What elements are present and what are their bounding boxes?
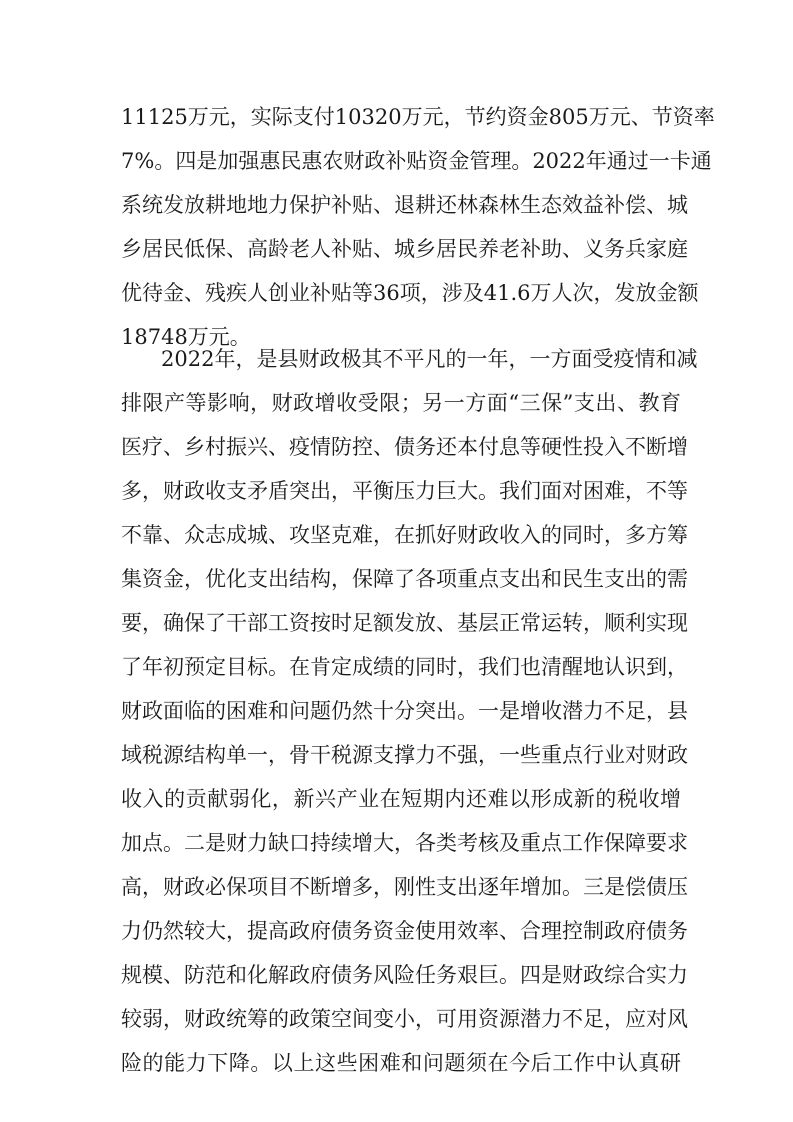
body-text-line: 7%。四是加强惠民惠农财政补贴资金管理。2022年通过一卡通 xyxy=(121,149,712,173)
body-text-line: 18748万元。 xyxy=(121,325,251,349)
body-text-line: 11125万元，实际支付10320万元，节约资金805万元、节资率 xyxy=(121,105,715,129)
body-text-line: 系统发放耕地地力保护补贴、退耕还林森林生态效益补偿、城 xyxy=(121,193,688,217)
body-text-line: 了年初预定目标。在肯定成绩的同时，我们也清醒地认识到， xyxy=(121,655,688,679)
body-text-line: 医疗、乡村振兴、疫情防控、债务还本付息等硬性投入不断增 xyxy=(121,435,688,459)
body-text-line: 高，财政必保项目不断增多，刚性支出逐年增加。三是偿债压 xyxy=(121,875,688,899)
body-text-line: 排限产等影响，财政增收受限；另一方面“三保”支出、教育 xyxy=(121,391,681,415)
body-text-line: 较弱，财政统筹的政策空间变小，可用资源潜力不足，应对风 xyxy=(121,1007,688,1031)
body-text-line: 域税源结构单一，骨干税源支撑力不强，一些重点行业对财政 xyxy=(121,743,688,767)
body-text-line: 力仍然较大，提高政府债务资金使用效率、合理控制政府债务 xyxy=(121,919,688,943)
body-text-line: 乡居民低保、高龄老人补贴、城乡居民养老补助、义务兵家庭 xyxy=(121,237,688,261)
body-text-line: 收入的贡献弱化，新兴产业在短期内还难以形成新的税收增 xyxy=(121,787,681,811)
body-text-line: 不靠、众志成城、攻坚克难，在抓好财政收入的同时，多方筹 xyxy=(121,523,688,547)
body-text-line: 多，财政收支矛盾突出，平衡压力巨大。我们面对困难，不等 xyxy=(121,479,688,503)
body-text-line: 险的能力下降。以上这些困难和问题须在今后工作中认真研 xyxy=(121,1051,681,1075)
body-text-line: 优待金、残疾人创业补贴等36项，涉及41.6万人次，发放金额 xyxy=(121,281,699,305)
body-text-line: 集资金，优化支出结构，保障了各项重点支出和民生支出的需 xyxy=(121,567,688,591)
body-text-line: 规模、防范和化解政府债务风险任务艰巨。四是财政综合实力 xyxy=(121,963,688,987)
body-text-line: 要，确保了干部工资按时足额发放、基层正常运转，顺利实现 xyxy=(121,611,688,635)
body-text-line: 加点。二是财力缺口持续增大，各类考核及重点工作保障要求 xyxy=(121,831,688,855)
paragraph-first-line: 2022年，是县财政极其不平凡的一年，一方面受疫情和减 xyxy=(161,347,698,371)
body-text-line: 财政面临的困难和问题仍然十分突出。一是增收潜力不足，县 xyxy=(121,699,688,723)
